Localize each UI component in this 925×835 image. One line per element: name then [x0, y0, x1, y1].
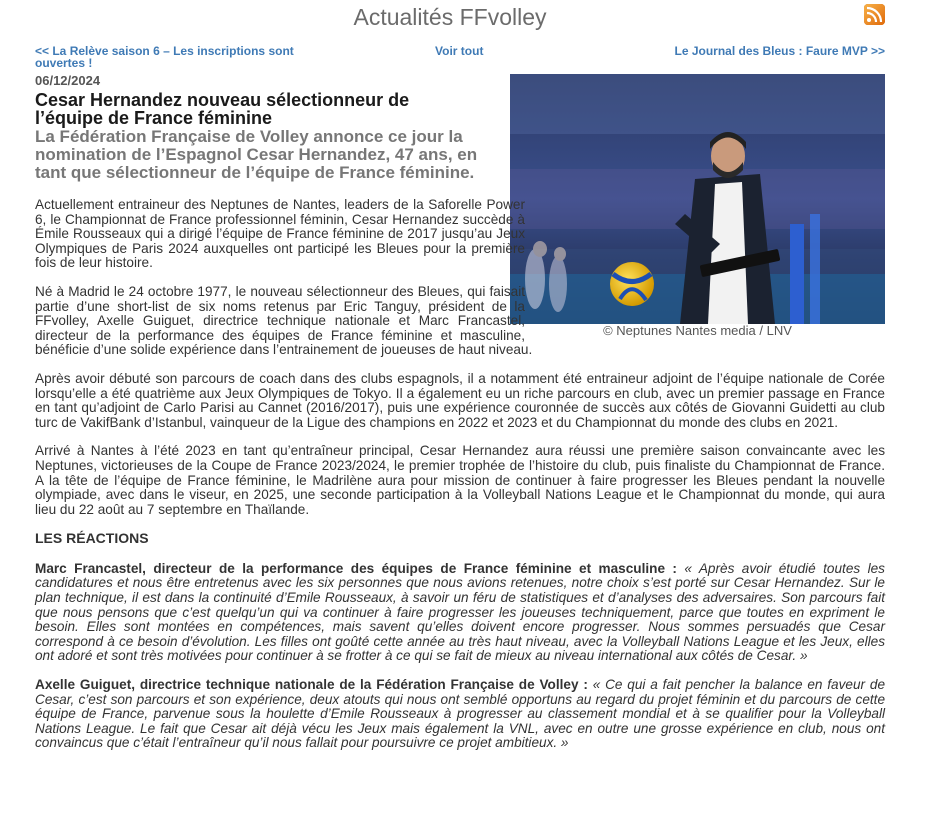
article-paragraph: Né à Madrid le 24 octobre 1977, le nouveau sélectionneur des Bleues, qui faisait partie d’une short-list de six noms retenus par Eric Tanguy, président de la FFvolley, Axelle Guiguet, directrice technique nationale et Marc Francastel, directeur de la performance des équipes de France féminine et masculine, bénéficie d’une solide expérience dans l’entrainement de joueuses de haut niveau. — [35, 283, 533, 358]
article-lead: La Fédération Française de Volley annonce ce jour la nomination de l’Espagnol Cesar Hernandez, 47 ans, en tant que sélectionneur de l’équipe de France féminine. — [35, 127, 478, 182]
article-date: 06/12/2024 — [35, 73, 101, 88]
article-paragraph: Arrivé à Nantes à l’été 2023 en tant qu’entraîneur principal, Cesar Hernandez aura réussi une première saison convaincante avec les Neptunes, victorieuses de la Coupe de France 2023/2024, le premier trophée de l’histoire du club, puis finaliste du Championnat de France. A la tête de l’équipe de France féminine, le Madrilène aura pour mission de continuer à faire progresser les Bleues pendant la nouvelle olympiade, avec dans le viseur, en 2025, une seconde participation à la Volleyball Nations League et le Championnat du monde, qui aura lieu du 22 août au 7 septembre en Thaïlande. — [35, 443, 885, 517]
previous-article-link[interactable]: << La Relève saison 6 – Les inscriptions sont ouvertes ! — [35, 44, 294, 70]
reaction-speaker: Axelle Guiguet, directrice technique nationale de la Fédération Française de Volley : — [35, 677, 593, 693]
see-all-link[interactable]: Voir tout — [435, 44, 484, 58]
article-paragraph: Actuellement entraineur des Neptunes de Nantes, leaders de la Saforelle Power 6, le Championnat de France professionnel féminin, Cesar Hernandez succède à Émile Rousseaux qui a dirigé l’équipe de France féminine de 2017 jusqu’au Jeux Olympiques de Paris 2024 auxquelles ont participé les Bleues pour la première fois de leur histoire. — [35, 197, 525, 271]
photo-caption: © Neptunes Nantes media / LNV — [603, 323, 792, 338]
reaction-speaker: Marc Francastel, directeur de la performance des équipes de France féminine et masculine : — [35, 560, 685, 576]
next-article-link[interactable]: Le Journal des Bleus : Faure MVP >> — [674, 44, 885, 58]
article-title: Cesar Hernandez nouveau sélectionneur de l’équipe de France féminine — [35, 90, 410, 128]
reaction-quote: « Ce qui a fait pencher la balance en faveur de Cesar, c’est son parcours et son expérience, deux atouts qui nous ont semblé opportuns au regard du projet féminin et du parcours de cette équipe de France, parvenue sous la houlette d’Emile Rousseaux à progresser au classement mondial et à se qualifier pour la Volleyball Nations League. Le fait que Cesar ait déjà vécu les Jeux mais également la VNL, avec en outre une grosse expérience en club, nous ont convaincus que c’était l’entraîneur qu’il nous fallait pour poursuivre ce projet ambitieux. » — [35, 677, 885, 751]
photo-float-spacer — [525, 198, 885, 343]
reaction-paragraph — [35, 678, 885, 751]
reactions-heading: LES RÉACTIONS — [35, 530, 149, 547]
article-paragraph: Après avoir débuté son parcours de coach dans des clubs espagnols, il a notamment été entraineur adjoint de l’équipe nationale de Corée lorsqu’elle a été quatrième aux Jeux Olympiques de Tokyo. Il a également eu un riche parcours en club, avec un premier passage en France en tant qu’adjoint de Carlo Parisi au Cannet (2016/2017), puis une expérience couronnée de succès aux côtés de Giovanni Guidetti au club turc de VakifBank d’Istanbul, vainqueur de la Ligue des champions en 2022 et 2023 et du Championnat du monde des clubs en 2021. — [35, 370, 885, 430]
reaction-quote: « Après avoir étudié toutes les candidatures et nous être entretenus avec les six personnes que nous avions retenues, notre choix s’est porté sur Cesar Hernandez. Sur le plan technique, il est dans la continuité d’Emile Rousseaux, à savoir un féru de statistiques et d’analyses des adversaires. Son parcours fait que nous pensons que c’est quelqu’un qui va continuer à faire progresser les joueuses techniquement, parce que toutes en expriment le besoin. Elles sont montées en compétences, mais savent qu’elles doivent encore progresser. Nous sommes persuadés que Cesar correspond à ce besoin d’évolution. Les filles ont goûté cette année au très haut niveau, avec la Volleyball Nations League et les Jeux, elles ont adoré et sont très motivées pour continuer à se frotter à ce qui se fait de mieux au niveau international aux côtés de Cesar. » — [35, 560, 885, 664]
page-title: Actualités FFvolley — [353, 4, 547, 30]
article-body — [35, 198, 885, 765]
rss-icon[interactable] — [864, 4, 885, 25]
reaction-paragraph — [35, 562, 885, 664]
